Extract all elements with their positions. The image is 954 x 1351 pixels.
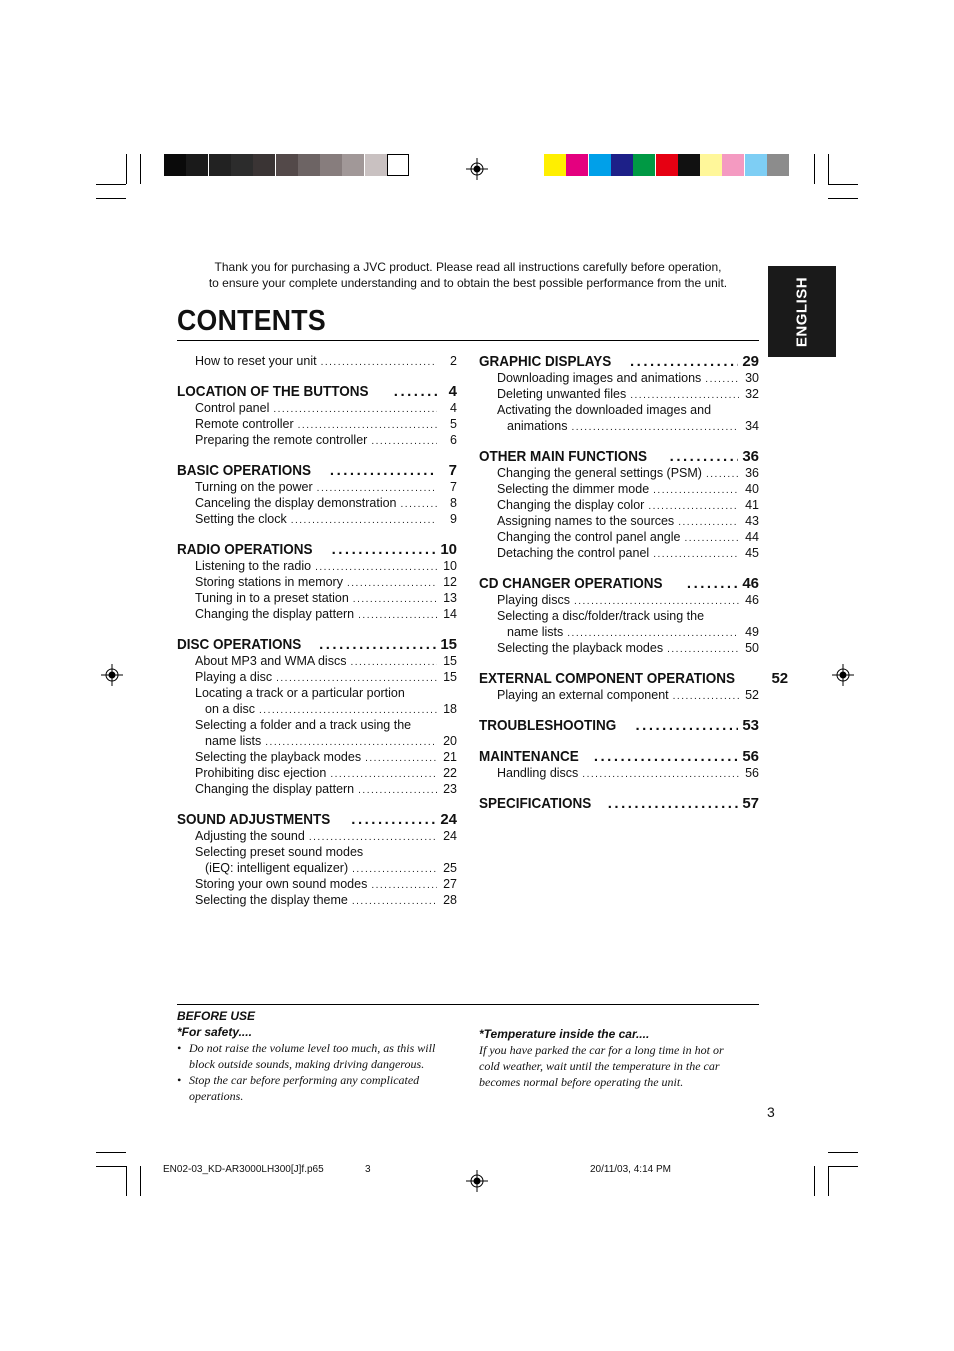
toc-item bbox=[479, 514, 759, 530]
item-page: 40 bbox=[745, 482, 759, 496]
item-page: 2 bbox=[450, 354, 457, 368]
item-page: 8 bbox=[450, 496, 457, 510]
item-title: Changing the general settings (PSM) bbox=[497, 466, 702, 480]
item-page: 18 bbox=[443, 702, 457, 716]
toc-item bbox=[177, 861, 457, 877]
dot-leader bbox=[321, 357, 437, 368]
temperature-heading: *Temperature inside the car.... bbox=[479, 1027, 650, 1041]
intro-line: Thank you for purchasing a JVC product. Please read all instructions carefully before operation, bbox=[214, 260, 722, 274]
item-title: Selecting the playback modes bbox=[497, 641, 664, 655]
dot-leader bbox=[394, 383, 437, 400]
item-page: 44 bbox=[745, 530, 759, 544]
color-swatch bbox=[253, 154, 275, 176]
toc-item bbox=[177, 750, 457, 766]
item-page: 4 bbox=[450, 401, 457, 415]
toc-item bbox=[177, 718, 457, 734]
item-title: Detaching the control panel bbox=[497, 546, 650, 560]
dot-leader bbox=[401, 499, 437, 510]
toc-item bbox=[479, 641, 759, 657]
toc-item bbox=[177, 766, 457, 782]
dot-leader bbox=[358, 610, 437, 621]
toc-section-heading bbox=[479, 670, 789, 688]
toc-left-column bbox=[177, 354, 457, 909]
toc-section-heading bbox=[177, 462, 457, 480]
registration-mark-icon bbox=[466, 1170, 488, 1192]
item-page: 34 bbox=[745, 419, 759, 433]
item-page: 45 bbox=[745, 546, 759, 560]
toc-item bbox=[177, 559, 457, 575]
section-title: CD CHANGER OPERATIONS bbox=[479, 575, 663, 592]
intro-line: to ensure your complete understanding and to obtain the best possible performance from the unit. bbox=[208, 276, 728, 290]
dot-leader bbox=[265, 737, 437, 748]
item-title: Changing the display color bbox=[497, 498, 645, 512]
color-swatch bbox=[656, 154, 678, 176]
dot-leader bbox=[273, 404, 437, 415]
item-title: Downloading images and animations bbox=[497, 371, 702, 385]
dot-leader bbox=[330, 462, 437, 479]
toc-section-heading bbox=[177, 636, 457, 654]
item-title: name lists bbox=[205, 734, 262, 748]
section-page: 15 bbox=[440, 636, 457, 653]
dot-leader bbox=[291, 515, 437, 526]
item-page: 21 bbox=[443, 750, 457, 764]
page-number: 3 bbox=[767, 1104, 775, 1120]
section-page: 36 bbox=[742, 448, 759, 465]
toc-item bbox=[479, 593, 759, 609]
toc-section-heading bbox=[479, 717, 759, 735]
toc-item bbox=[479, 419, 759, 435]
crop-mark bbox=[828, 154, 829, 184]
toc-item bbox=[177, 845, 457, 861]
safety-heading: *For safety.... bbox=[177, 1025, 252, 1039]
toc-section-heading bbox=[479, 575, 759, 593]
dot-leader bbox=[574, 596, 739, 607]
item-title: Storing your own sound modes bbox=[195, 877, 368, 891]
section-title: TROUBLESHOOTING bbox=[479, 717, 617, 734]
color-swatch bbox=[186, 154, 208, 176]
color-swatch bbox=[387, 154, 409, 176]
toc-item bbox=[479, 609, 759, 625]
crop-mark bbox=[126, 154, 127, 184]
section-title: SOUND ADJUSTMENTS bbox=[177, 811, 331, 828]
crop-mark bbox=[96, 1152, 126, 1153]
dot-leader bbox=[330, 769, 437, 780]
toc-item bbox=[479, 625, 759, 641]
item-title: (iEQ: intelligent equalizer) bbox=[205, 861, 349, 875]
crop-mark bbox=[828, 1152, 858, 1153]
toc-item bbox=[479, 403, 759, 419]
footer-page: 3 bbox=[365, 1164, 371, 1175]
crop-mark bbox=[828, 1166, 829, 1196]
section-page: 56 bbox=[742, 748, 759, 765]
color-swatch bbox=[767, 154, 789, 176]
dot-leader bbox=[315, 562, 437, 573]
crop-mark bbox=[828, 184, 858, 185]
item-title: About MP3 and WMA discs bbox=[195, 654, 347, 668]
item-page: 56 bbox=[745, 766, 759, 780]
toc-item bbox=[177, 591, 457, 607]
dot-leader bbox=[317, 483, 437, 494]
dot-leader bbox=[636, 717, 739, 734]
item-page: 12 bbox=[443, 575, 457, 589]
dot-leader bbox=[571, 422, 739, 433]
color-swatch bbox=[365, 154, 387, 176]
dot-leader bbox=[353, 594, 437, 605]
item-title: Deleting unwanted files bbox=[497, 387, 627, 401]
crop-mark bbox=[828, 1166, 858, 1167]
crop-mark bbox=[828, 198, 858, 199]
item-title: Prohibiting disc ejection bbox=[195, 766, 327, 780]
item-title: on a disc bbox=[205, 702, 256, 716]
dot-leader bbox=[582, 769, 739, 780]
notes-divider bbox=[177, 1004, 759, 1005]
crop-mark bbox=[96, 198, 126, 199]
dot-leader bbox=[371, 436, 437, 447]
section-title: SPECIFICATIONS bbox=[479, 795, 592, 812]
dot-leader bbox=[670, 448, 739, 465]
crop-mark bbox=[126, 1166, 127, 1196]
color-swatch bbox=[589, 154, 611, 176]
language-tab bbox=[768, 266, 836, 357]
toc-section-heading bbox=[177, 811, 457, 829]
intro-text bbox=[190, 259, 746, 291]
toc-right-column bbox=[479, 353, 789, 813]
item-page: 6 bbox=[450, 433, 457, 447]
dot-leader bbox=[673, 691, 739, 702]
toc-item bbox=[177, 607, 457, 623]
item-page: 49 bbox=[745, 625, 759, 639]
color-swatch bbox=[320, 154, 342, 176]
dot-leader bbox=[276, 673, 437, 684]
before-use-heading: BEFORE USE bbox=[177, 1009, 256, 1023]
dot-leader bbox=[594, 748, 738, 765]
language-label: ENGLISH bbox=[793, 276, 811, 348]
color-swatch bbox=[745, 154, 767, 176]
safety-bullet: • Do not raise the volume level too much, as this will block outside sounds, making driving dangerous. bbox=[177, 1040, 457, 1072]
section-page: 57 bbox=[742, 795, 759, 812]
item-page: 7 bbox=[450, 480, 457, 494]
dot-leader bbox=[352, 896, 437, 907]
item-title: Activating the downloaded images and bbox=[497, 403, 712, 417]
dot-leader bbox=[351, 811, 436, 828]
toc-item bbox=[177, 877, 457, 893]
item-title: Selecting a disc/folder/track using the bbox=[497, 609, 705, 623]
item-title: Control panel bbox=[195, 401, 270, 415]
section-page: 52 bbox=[771, 670, 789, 687]
item-title: Preparing the remote controller bbox=[195, 433, 368, 447]
dot-leader bbox=[352, 864, 437, 875]
dot-leader bbox=[653, 549, 739, 560]
section-page: 24 bbox=[440, 811, 457, 828]
dot-leader bbox=[319, 636, 436, 653]
item-title: Handling discs bbox=[497, 766, 579, 780]
footer-timestamp: 20/11/03, 4:14 PM bbox=[590, 1164, 671, 1175]
dot-leader bbox=[608, 795, 739, 812]
section-title: OTHER MAIN FUNCTIONS bbox=[479, 448, 648, 465]
dot-leader bbox=[687, 575, 738, 592]
color-swatch bbox=[566, 154, 588, 176]
dot-leader bbox=[648, 501, 739, 512]
toc-section-heading bbox=[479, 353, 759, 371]
item-title: Adjusting the sound bbox=[195, 829, 305, 843]
item-page: 32 bbox=[745, 387, 759, 401]
item-page: 25 bbox=[443, 861, 457, 875]
toc-item bbox=[479, 482, 759, 498]
dot-leader bbox=[358, 785, 437, 796]
item-title: Listening to the radio bbox=[195, 559, 312, 573]
item-title: Selecting preset sound modes bbox=[195, 845, 364, 859]
item-title: Remote controller bbox=[195, 417, 294, 431]
item-page: 41 bbox=[745, 498, 759, 512]
color-swatch bbox=[342, 154, 364, 176]
toc-item bbox=[177, 734, 457, 750]
section-page: 29 bbox=[742, 353, 759, 370]
toc-item bbox=[177, 575, 457, 591]
toc-item bbox=[479, 546, 759, 562]
temperature-text: If you have parked the car for a long time in hot or cold weather, wait until the temperature in the car becomes normal before operating the unit. bbox=[479, 1043, 724, 1089]
toc-item bbox=[177, 354, 457, 370]
dot-leader bbox=[630, 353, 738, 370]
toc-item bbox=[177, 496, 457, 512]
section-title: GRAPHIC DISPLAYS bbox=[479, 353, 612, 370]
item-title: Turning on the power bbox=[195, 480, 313, 494]
dot-leader bbox=[653, 485, 739, 496]
toc-section-heading bbox=[479, 795, 759, 813]
dot-leader bbox=[705, 374, 739, 385]
dot-leader bbox=[350, 657, 437, 668]
item-title: Selecting a folder and a track using the bbox=[195, 718, 412, 732]
item-title: Playing discs bbox=[497, 593, 570, 607]
item-page: 14 bbox=[443, 607, 457, 621]
item-title: Selecting the display theme bbox=[195, 893, 348, 907]
toc-item bbox=[177, 401, 457, 417]
toc-item bbox=[177, 686, 457, 702]
color-swatch bbox=[276, 154, 298, 176]
section-title: BASIC OPERATIONS bbox=[177, 462, 312, 479]
dot-leader bbox=[567, 628, 739, 639]
dot-leader bbox=[347, 578, 437, 589]
item-page: 28 bbox=[443, 893, 457, 907]
toc-item bbox=[479, 498, 759, 514]
color-swatch bbox=[164, 154, 186, 176]
item-page: 15 bbox=[443, 670, 457, 684]
item-title: Playing a disc bbox=[195, 670, 273, 684]
item-page: 46 bbox=[745, 593, 759, 607]
section-page: 7 bbox=[448, 462, 457, 479]
item-title: Playing an external component bbox=[497, 688, 669, 702]
item-title: name lists bbox=[507, 625, 564, 639]
section-page: 46 bbox=[742, 575, 759, 592]
item-page: 9 bbox=[450, 512, 457, 526]
toc-item bbox=[177, 512, 457, 528]
footer-file: EN02-03_KD-AR3000LH300[J]f.p65 bbox=[163, 1164, 324, 1175]
item-page: 30 bbox=[745, 371, 759, 385]
dot-leader bbox=[678, 517, 739, 528]
item-title: Canceling the display demonstration bbox=[195, 496, 397, 510]
dot-leader bbox=[259, 705, 437, 716]
dot-leader bbox=[371, 880, 437, 891]
color-swatch bbox=[611, 154, 633, 176]
color-swatch bbox=[209, 154, 231, 176]
title-divider bbox=[177, 340, 759, 341]
color-swatch bbox=[298, 154, 320, 176]
item-title: Selecting the dimmer mode bbox=[497, 482, 650, 496]
toc-item bbox=[177, 654, 457, 670]
item-page: 27 bbox=[443, 877, 457, 891]
dot-leader bbox=[667, 644, 739, 655]
crop-mark bbox=[96, 184, 126, 185]
item-page: 43 bbox=[745, 514, 759, 528]
toc-section-heading bbox=[177, 383, 457, 401]
item-page: 15 bbox=[443, 654, 457, 668]
item-title: Storing stations in memory bbox=[195, 575, 343, 589]
item-page: 10 bbox=[443, 559, 457, 573]
item-page: 20 bbox=[443, 734, 457, 748]
before-use-left bbox=[177, 1008, 457, 1104]
item-title: Locating a track or a particular portion bbox=[195, 686, 405, 700]
toc-item bbox=[479, 530, 759, 546]
dot-leader bbox=[298, 420, 437, 431]
item-title: Setting the clock bbox=[195, 512, 287, 526]
toc-item bbox=[479, 766, 759, 782]
color-swatch bbox=[544, 154, 566, 176]
section-title: DISC OPERATIONS bbox=[177, 636, 302, 653]
item-page: 52 bbox=[745, 688, 759, 702]
item-page: 50 bbox=[745, 641, 759, 655]
crop-mark bbox=[140, 1166, 141, 1196]
item-title: Changing the control panel angle bbox=[497, 530, 681, 544]
color-swatch bbox=[231, 154, 253, 176]
toc-item bbox=[177, 433, 457, 449]
item-page: 13 bbox=[443, 591, 457, 605]
toc-item bbox=[177, 480, 457, 496]
crop-mark bbox=[814, 1166, 815, 1196]
registration-mark-icon bbox=[466, 158, 488, 180]
dot-leader bbox=[706, 469, 739, 480]
section-page: 4 bbox=[448, 383, 457, 400]
item-page: 36 bbox=[745, 466, 759, 480]
toc-item bbox=[479, 371, 759, 387]
dot-leader bbox=[332, 541, 437, 558]
dot-leader bbox=[684, 533, 739, 544]
item-title: Tuning in to a preset station bbox=[195, 591, 349, 605]
toc-item bbox=[177, 702, 457, 718]
dot-leader bbox=[309, 832, 437, 843]
toc-item bbox=[177, 829, 457, 845]
section-title: EXTERNAL COMPONENT OPERATIONS bbox=[479, 670, 736, 687]
section-title: LOCATION OF THE BUTTONS bbox=[177, 383, 369, 400]
item-title: animations bbox=[507, 419, 568, 433]
crop-mark bbox=[814, 154, 815, 184]
page-title: CONTENTS bbox=[177, 305, 326, 337]
toc-section-heading bbox=[479, 448, 759, 466]
toc-section-heading bbox=[177, 541, 457, 559]
section-page: 10 bbox=[440, 541, 457, 558]
toc-item bbox=[177, 670, 457, 686]
crop-mark bbox=[96, 1166, 126, 1167]
toc-item bbox=[479, 387, 759, 403]
dot-leader bbox=[630, 390, 739, 401]
section-page: 53 bbox=[742, 717, 759, 734]
section-title: MAINTENANCE bbox=[479, 748, 579, 765]
toc-item bbox=[479, 688, 759, 704]
before-use-right bbox=[479, 1026, 741, 1090]
crop-mark bbox=[140, 154, 141, 184]
color-swatch bbox=[700, 154, 722, 176]
color-swatch bbox=[633, 154, 655, 176]
item-page: 5 bbox=[450, 417, 457, 431]
item-title: Assigning names to the sources bbox=[497, 514, 675, 528]
item-page: 22 bbox=[443, 766, 457, 780]
item-page: 23 bbox=[443, 782, 457, 796]
toc-section-heading bbox=[479, 748, 759, 766]
item-page: 24 bbox=[443, 829, 457, 843]
registration-mark-icon bbox=[101, 664, 123, 686]
dot-leader bbox=[365, 753, 437, 764]
registration-mark-icon bbox=[832, 664, 854, 686]
section-title: RADIO OPERATIONS bbox=[177, 541, 313, 558]
toc-item bbox=[177, 893, 457, 909]
item-title: Changing the display pattern bbox=[195, 782, 355, 796]
toc-item bbox=[479, 466, 759, 482]
item-title: How to reset your unit bbox=[195, 354, 317, 368]
item-title: Selecting the playback modes bbox=[195, 750, 362, 764]
safety-bullet: • Stop the car before performing any complicated operations. bbox=[177, 1072, 457, 1104]
item-title: Changing the display pattern bbox=[195, 607, 355, 621]
color-swatch bbox=[678, 154, 700, 176]
toc-item bbox=[177, 782, 457, 798]
color-swatch bbox=[722, 154, 744, 176]
toc-item bbox=[177, 417, 457, 433]
